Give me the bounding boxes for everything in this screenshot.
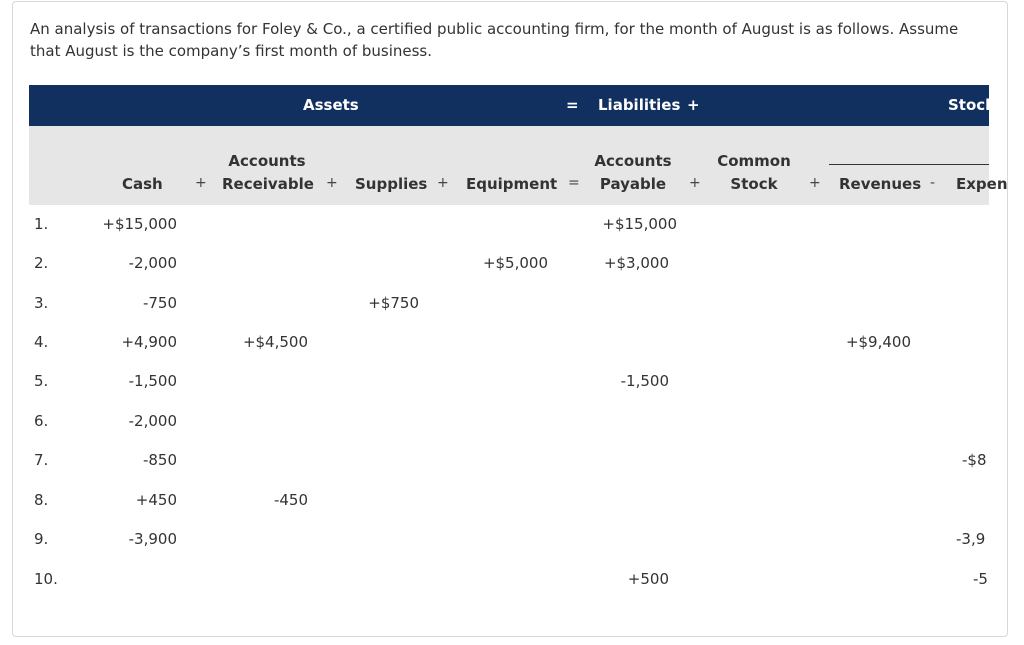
row-number: 5. bbox=[34, 372, 49, 390]
operator-plus-1: + bbox=[195, 175, 207, 191]
transaction-rows bbox=[29, 215, 989, 615]
table-row bbox=[29, 294, 989, 318]
question-card bbox=[12, 1, 1008, 637]
header-expenses: Expen bbox=[956, 175, 1008, 193]
cell-expenses: -5 bbox=[973, 570, 988, 588]
table-row bbox=[29, 491, 989, 515]
cell-revenues: +$9,400 bbox=[845, 333, 911, 351]
header-revenues: Revenues bbox=[839, 175, 922, 193]
cell-supplies: +$750 bbox=[368, 294, 419, 312]
stockholders-equity-heading: Stockh bbox=[948, 96, 1006, 114]
table-row bbox=[29, 333, 989, 357]
column-header-band bbox=[29, 126, 1008, 205]
equity-divider-line bbox=[829, 164, 989, 165]
intro-text: An analysis of transactions for Foley & Co., a certified public accounting firm, for the month of August is as follows. Assume that August is the company’s first month of business. bbox=[30, 20, 959, 60]
table-row bbox=[29, 570, 989, 594]
assets-heading: Assets bbox=[303, 96, 359, 114]
header-accounts-receivable-line1: Accounts bbox=[228, 152, 306, 170]
header-common-stock-line2: Stock bbox=[730, 175, 778, 193]
operator-plus-5: + bbox=[809, 175, 821, 191]
cell-equipment: +$5,000 bbox=[482, 254, 548, 272]
cell-cash: +450 bbox=[135, 491, 177, 509]
header-accounts-payable bbox=[593, 150, 673, 196]
cell-expenses: -3,9 bbox=[956, 530, 986, 548]
operator-plus-3: + bbox=[437, 175, 449, 191]
table-row bbox=[29, 412, 989, 436]
cell-accounts-payable: +500 bbox=[627, 570, 669, 588]
operator-plus-2: + bbox=[326, 175, 338, 191]
row-number: 9. bbox=[34, 530, 49, 548]
table-row bbox=[29, 254, 989, 278]
plus-sign: + bbox=[687, 96, 700, 114]
cell-cash: -850 bbox=[142, 451, 177, 469]
row-number: 7. bbox=[34, 451, 49, 469]
header-accounts-receivable bbox=[222, 150, 312, 196]
row-number: 3. bbox=[34, 294, 49, 312]
row-number: 8. bbox=[34, 491, 49, 509]
cell-accounts-receivable: +$4,500 bbox=[242, 333, 308, 351]
equation-header-band bbox=[29, 85, 1006, 126]
cell-expenses: -$8 bbox=[962, 451, 987, 469]
header-accounts-payable-line1: Accounts bbox=[594, 152, 672, 170]
operator-equals: = bbox=[568, 175, 580, 191]
liabilities-heading: Liabilities bbox=[598, 96, 681, 114]
cell-cash: -2,000 bbox=[128, 254, 177, 272]
operator-minus: - bbox=[930, 175, 936, 191]
header-cash: Cash bbox=[122, 175, 163, 193]
equals-sign: = bbox=[566, 96, 579, 114]
cell-accounts-receivable: -450 bbox=[273, 491, 308, 509]
cell-accounts-payable: -1,500 bbox=[620, 372, 669, 390]
header-accounts-receivable-line2: Receivable bbox=[222, 175, 314, 193]
cell-cash: -3,900 bbox=[128, 530, 177, 548]
row-number: 10. bbox=[34, 570, 58, 588]
operator-plus-4: + bbox=[689, 175, 701, 191]
header-equipment: Equipment bbox=[466, 175, 558, 193]
cell-accounts-payable: +$3,000 bbox=[603, 254, 669, 272]
header-supplies: Supplies bbox=[355, 175, 428, 193]
accounting-equation-table bbox=[29, 85, 1008, 625]
row-number: 2. bbox=[34, 254, 49, 272]
header-common-stock-line1: Common bbox=[717, 152, 791, 170]
table-row bbox=[29, 530, 989, 554]
table-row bbox=[29, 215, 989, 239]
row-number: 1. bbox=[34, 215, 49, 233]
cell-cash: +4,900 bbox=[121, 333, 177, 351]
table-row bbox=[29, 372, 989, 396]
header-accounts-payable-line2: Payable bbox=[599, 175, 667, 193]
cell-cash: +$15,000 bbox=[102, 215, 177, 233]
row-number: 4. bbox=[34, 333, 49, 351]
cell-common-stock: +$15,000 bbox=[602, 215, 677, 233]
cell-cash: -2,000 bbox=[128, 412, 177, 430]
header-common-stock bbox=[714, 150, 794, 196]
row-number: 6. bbox=[34, 412, 49, 430]
cell-cash: -1,500 bbox=[128, 372, 177, 390]
table-row bbox=[29, 451, 989, 475]
cell-cash: -750 bbox=[142, 294, 177, 312]
